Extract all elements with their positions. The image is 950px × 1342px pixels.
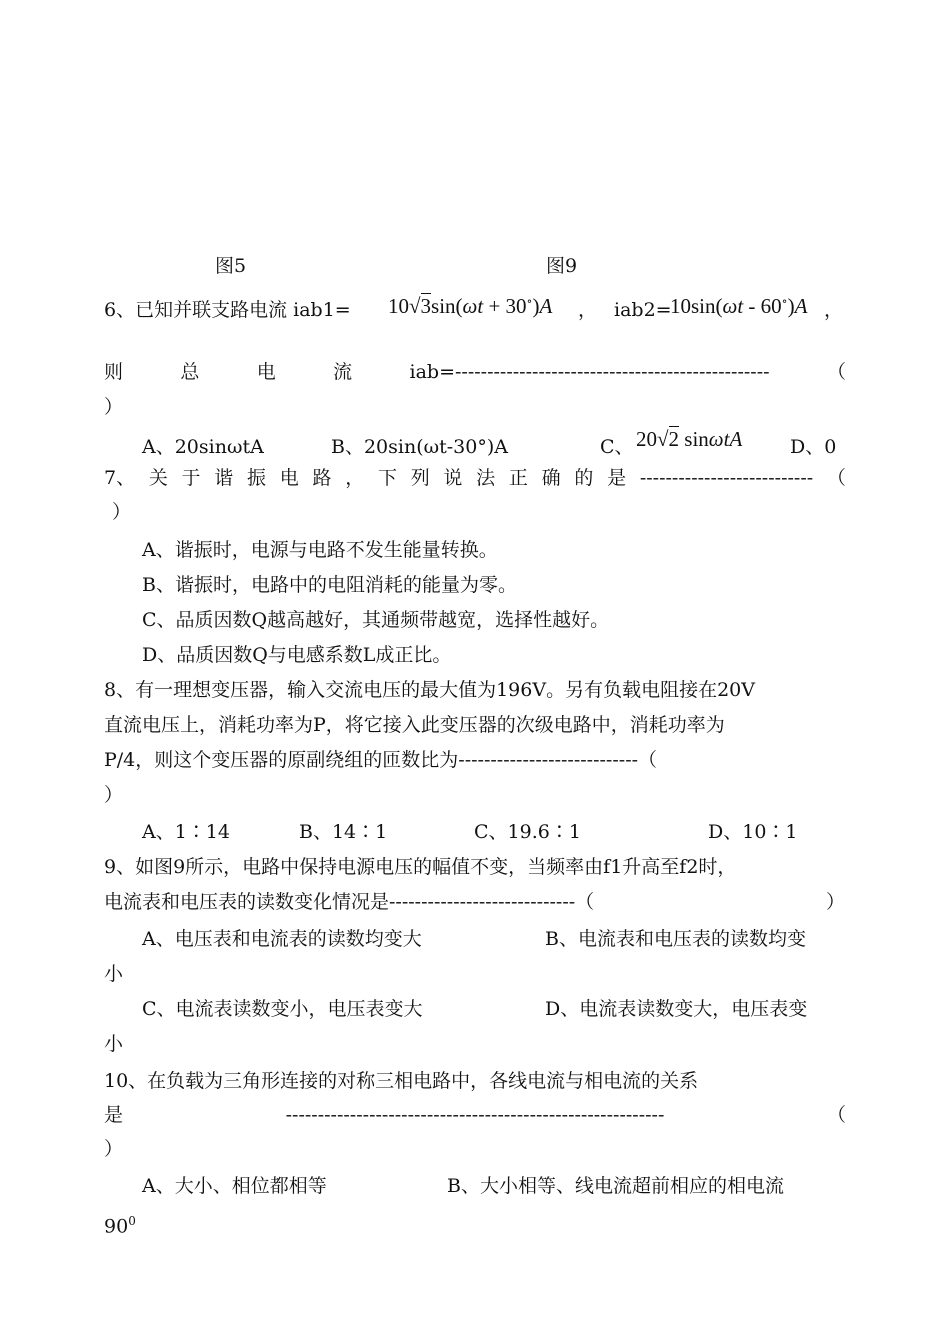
q9-line-2: 电流表和电压表的读数变化情况是-----------------------------（ <box>104 891 595 913</box>
figure-9-label: 图9 <box>546 255 578 277</box>
q6-option-d: D、0 <box>790 436 837 458</box>
q9-option-c: C、电流表读数变小，电压表变大 <box>142 998 423 1020</box>
q6-prefix: 6、已知并联支路电流 iab1= <box>104 299 351 321</box>
q8-line-1: 8、有一理想变压器，输入交流电压的最大值为196V。另有负载电阻接在20V <box>104 679 755 701</box>
q10-line-1: 10、在负载为三角形连接的对称三相电路中，各线电流与相电流的关系 <box>104 1070 699 1092</box>
q6-comma-1: ， <box>578 299 598 321</box>
figure-5-label: 图5 <box>215 255 247 277</box>
q9-option-b-cont: 小 <box>104 963 124 985</box>
q6-option-c-label: C、 <box>600 436 634 458</box>
q10-line-2: 是 ----------------------------------------------------------- （ <box>104 1104 846 1126</box>
q9-option-a: A、电压表和电流表的读数均变大 <box>142 928 422 950</box>
q6-option-c-formula: 20√2 sinωtA <box>636 427 743 451</box>
q10-close-paren: ） <box>104 1138 124 1160</box>
q7-option-b: B、谐振时，电路中的电阻消耗的能量为零。 <box>142 574 517 596</box>
q7-option-a: A、谐振时，电源与电路不发生能量转换。 <box>142 539 498 561</box>
q9-line-1: 9、如图9所示，电路中保持电源电压的幅值不变，当频率由f1升高至f2时， <box>104 856 737 878</box>
q6-line-2: 则 总 电 流 iab=------------------------------------------------- （ <box>104 361 846 383</box>
q6-close-paren: ） <box>104 396 124 418</box>
q6-iab2-formula: 10sin(ωt - 60∘)A <box>670 294 808 318</box>
q6-stem <box>104 296 351 324</box>
q8-line-2: 直流电压上，消耗功率为P，将它接入此变压器的次级电路中，消耗功率为 <box>104 714 725 736</box>
q9-option-d: D、电流表读数变大，电压表变 <box>545 998 808 1020</box>
q8-close-paren: ） <box>104 784 124 806</box>
q6-iab2-label: iab2= <box>614 299 672 321</box>
q6-option-a: A、20sinωtA <box>142 436 264 458</box>
q9-option-b: B、电流表和电压表的读数均变 <box>545 928 806 950</box>
q10-option-b: B、大小相等、线电流超前相应的相电流 <box>447 1175 784 1197</box>
q8-option-a: A、1∶14 <box>142 821 230 843</box>
q10-option-b-cont: $90^0$ <box>104 1214 136 1238</box>
q10-option-a: A、大小、相位都相等 <box>142 1175 327 1197</box>
q8-option-d: D、10∶1 <box>708 821 798 843</box>
q9-option-d-cont: 小 <box>104 1033 124 1055</box>
q8-line-3: P/4，则这个变压器的原副绕组的匝数比为----------------------------（ <box>104 749 658 771</box>
q7-option-c: C、品质因数Q越高越好，其通频带越宽，选择性越好。 <box>142 609 610 631</box>
q9-line-2-close: ） <box>826 891 846 913</box>
q7-option-d: D、品质因数Q与电感系数L成正比。 <box>142 644 452 666</box>
q8-option-c: C、19.6∶1 <box>474 821 581 843</box>
q7-stem: 7、 关 于 谐 振 电 路 ， 下 列 说 法 正 确 的 是 --------------------------- （ <box>104 467 846 489</box>
q8-option-b: B、14∶1 <box>299 821 388 843</box>
q6-iab1-formula: 10√3sin(ωt + 30∘)A <box>388 294 553 318</box>
q6-comma-2: ， <box>824 299 844 321</box>
q6-option-b: B、20sin(ωt-30°)A <box>331 436 508 458</box>
q7-close-paren: ） <box>112 501 132 523</box>
